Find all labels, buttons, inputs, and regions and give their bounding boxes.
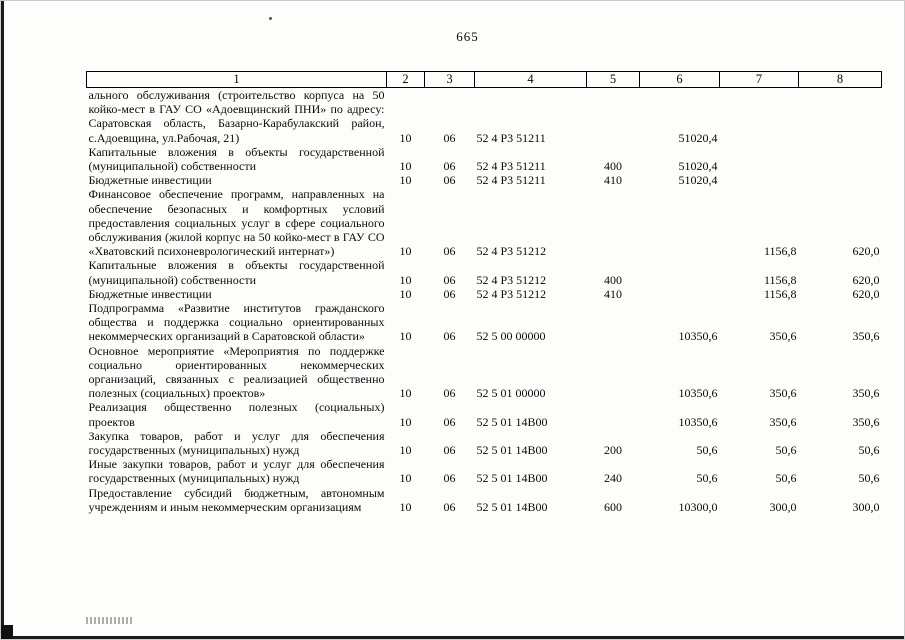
col5-cell: 400 [604,272,622,287]
table-row [87,173,882,187]
col2-cell: 10 [399,159,412,174]
col4-cell: 52 5 01 14В00 [476,499,548,514]
col6-amount-cell: 51020,4 [678,173,718,188]
col5-cell: 240 [604,471,622,486]
table-row [87,400,882,428]
row-title-cell: Бюджетные инвестиции [88,286,212,301]
col4-cell: 52 4 Р3 51212 [476,244,547,259]
col2-cell: 10 [399,130,412,145]
col2-cell: 10 [399,286,412,301]
column-header-7: 7 [720,72,799,88]
col2-cell: 10 [399,414,412,429]
col5-cell: 410 [604,173,622,188]
col6-amount-cell: 50,6 [696,471,718,486]
col3-cell: 06 [443,173,456,188]
illegible-margin-mark [86,617,134,624]
col5-cell: 400 [604,159,622,174]
col3-cell: 06 [443,386,456,401]
col5-cell: 600 [604,499,622,514]
col8-amount-cell: 300,0 [852,499,880,514]
col5-cell [587,88,640,145]
column-header-3: 3 [425,72,475,88]
col6-amount-cell: 10350,6 [678,329,718,344]
col7-amount-cell: 300,0 [769,499,797,514]
table-row [87,145,882,173]
col8-amount-cell: 50,6 [858,443,880,458]
table-row [87,301,882,344]
scan-artifact-corner-blot [1,625,13,639]
column-header-1: 1 [87,72,387,88]
col7-amount-cell: 350,6 [769,329,797,344]
page-number: 665 [456,29,479,44]
col7-amount-cell: 50,6 [775,471,797,486]
column-header-2: 2 [387,72,425,88]
table-header-row [87,72,882,88]
table-row [87,187,882,258]
col3-cell: 06 [443,329,456,344]
col6-amount-cell: 51020,4 [678,130,718,145]
col3-cell: 06 [443,159,456,174]
col3-cell: 06 [443,414,456,429]
scan-artifact-bottom-edge [1,636,904,639]
row-title-cell: Подпрограмма «Развитие институтов гражданского общества и поддержка социально ориентированных некоммерческих организаций в Саратовской области» [88,301,385,344]
col3-cell: 06 [443,286,456,301]
row-title-cell: ального обслуживания (строительство корпуса на 50 койко-мест в ГАУ СО «Адоевщинский ПНИ» по адресу: Саратовская область, Базарно-Карабулакский район, с.Адоевщина, ул.Рабочая, 21) [88,88,385,145]
col5-cell [587,301,640,344]
col4-cell: 52 5 01 14В00 [476,471,548,486]
col3-cell: 06 [443,443,456,458]
column-header-6: 6 [640,72,720,88]
col4-cell: 52 4 Р3 51212 [476,272,547,287]
row-title-cell: Реализация общественно полезных (социальных) проектов [88,400,385,429]
col2-cell: 10 [399,173,412,188]
scan-speck [269,17,272,20]
column-header-8: 8 [799,72,882,88]
table-row [87,429,882,457]
col4-cell: 52 4 Р3 51211 [476,130,546,145]
col8-amount-cell [799,145,882,173]
col6-amount-cell [640,258,720,286]
row-title-cell: Закупка товаров, работ и услуг для обеспечения государственных (муниципальных) нужд [88,428,385,458]
col7-amount-cell: 50,6 [775,443,797,458]
col6-amount-cell [640,287,720,301]
col2-cell: 10 [399,272,412,287]
budget-table [86,71,882,514]
column-header-4: 4 [475,72,587,88]
row-title-cell: Иные закупки товаров, работ и услуг для обеспечения государственных (муниципальных) нужд [88,457,385,486]
column-header-5: 5 [587,72,640,88]
col3-cell: 06 [443,244,456,259]
col8-amount-cell: 620,0 [852,286,880,301]
table-row [87,457,882,485]
col3-cell: 06 [443,130,456,145]
col2-cell: 10 [399,499,412,514]
col5-cell: 410 [604,286,622,301]
scan-artifact-left-edge [1,1,4,640]
col7-amount-cell: 1156,8 [763,244,797,259]
col6-amount-cell: 10350,6 [678,386,718,401]
table-row [87,88,882,145]
col5-cell: 200 [604,443,622,458]
col8-amount-cell: 350,6 [852,386,880,401]
col7-amount-cell [720,145,799,173]
row-title-cell: Бюджетные инвестиции [88,173,212,188]
row-title-cell: Основное мероприятие «Мероприятия по поддержке социально ориентированных некоммерческих организаций, связанных с реализацией общественно полезных (социальных) проектов» [88,343,385,401]
row-title-cell: Предоставление субсидий бюджетным, автономным учреждениям и иным некоммерческим организациям [88,485,385,514]
col6-amount-cell: 10300,0 [678,499,718,514]
table-row [87,258,882,286]
col3-cell: 06 [443,471,456,486]
col2-cell: 10 [399,329,412,344]
col7-amount-cell [720,88,799,145]
col8-amount-cell: 620,0 [852,272,880,287]
col6-amount-cell: 50,6 [696,443,718,458]
col5-cell [587,344,640,401]
col7-amount-cell: 1156,8 [763,272,797,287]
col8-amount-cell [799,173,882,187]
col4-cell: 52 4 Р3 51211 [476,173,546,188]
table-row [87,287,882,301]
col8-amount-cell: 350,6 [852,414,880,429]
table-row [87,486,882,514]
col2-cell: 10 [399,471,412,486]
col2-cell: 10 [399,443,412,458]
col3-cell: 06 [443,272,456,287]
col8-amount-cell [799,88,882,145]
col4-cell: 52 5 01 00000 [476,386,546,401]
col8-amount-cell: 620,0 [852,244,880,259]
col5-cell [587,400,640,428]
col5-cell [587,187,640,258]
col6-amount-cell: 51020,4 [678,159,718,174]
col2-cell: 10 [399,244,412,259]
col6-amount-cell: 10350,6 [678,414,718,429]
col4-cell: 52 4 Р3 51211 [476,159,546,174]
col4-cell: 52 5 01 14В00 [476,443,548,458]
col7-amount-cell [720,173,799,187]
col7-amount-cell: 1156,8 [763,286,797,301]
col7-amount-cell: 350,6 [769,386,797,401]
col3-cell: 06 [443,499,456,514]
row-title-cell: Финансовое обеспечение программ, направленных на обеспечение безопасных и комфортных условий предоставления социальных услуг в сфере социального обслуживания (жилой корпус на 50 койко-мест в ГАУ СО «Хватовский психоневрологический интернат») [88,187,385,259]
col2-cell: 10 [399,386,412,401]
col7-amount-cell: 350,6 [769,414,797,429]
col6-amount-cell [640,187,720,258]
col4-cell: 52 5 01 14В00 [476,414,548,429]
row-title-cell: Капитальные вложения в объекты государственной (муниципальной) собственности [88,144,385,174]
col4-cell: 52 4 Р3 51212 [476,286,547,301]
col4-cell: 52 5 00 00000 [476,329,546,344]
table-row [87,344,882,401]
col8-amount-cell: 350,6 [852,329,880,344]
row-title-cell: Капитальные вложения в объекты государственной (муниципальной) собственности [88,258,385,287]
col8-amount-cell: 50,6 [858,471,880,486]
